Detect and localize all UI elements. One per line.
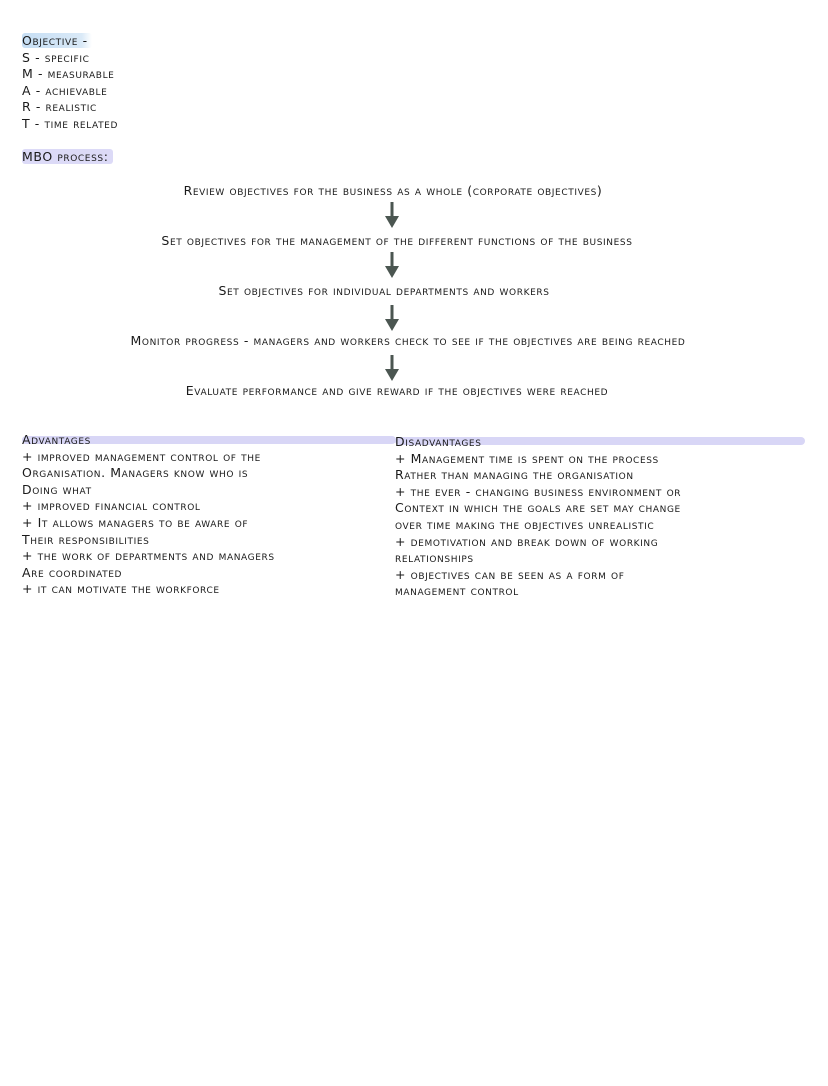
mbo-heading: MBO process: [22,149,113,164]
disadvantage-line: + Management time is spent on the process [395,450,659,466]
smart-section [22,33,118,133]
disadvantage-line: + demotivation and break down of working [395,533,659,549]
disadvantages-heading: Disadvantages [395,434,482,449]
advantage-line: Organisation. Managers know who is [22,465,249,481]
advantage-line: + it can motivate the workforce [22,581,220,597]
advantage-line: + the work of departments and managers [22,548,275,564]
mbo-step: Monitor progress - managers and workers check to see if the objectives are being reached [130,333,686,348]
advantages-section [22,432,275,598]
smart-item: R - realistic [22,99,97,115]
disadvantage-line: over time making the objectives unrealistic [395,516,655,532]
mbo-step: Evaluate performance and give reward if the objectives were reached [185,383,609,398]
smart-heading: Objective - [22,33,92,48]
disadvantage-line: relationships [395,550,474,566]
disadvantage-line: Context in which the goals are set may change [395,500,681,516]
down-arrow-icon [385,202,399,228]
advantage-line: Their responsibilities [22,531,150,547]
advantages-heading: Advantages [22,432,91,447]
disadvantage-line: + the ever - changing business environment or [395,483,682,499]
mbo-step: Set objectives for the management of the different functions of the business [161,233,633,248]
disadvantage-line: Rather than managing the organisation [395,467,634,483]
down-arrow-icon [385,305,399,331]
smart-item: M - measurable [22,66,115,82]
mbo-step: Review objectives for the business as a whole (corporate objectives) [183,183,603,198]
smart-item: S - specific [22,49,90,65]
down-arrow-icon [385,355,399,381]
mbo-step: Set objectives for individual departments and workers [218,283,550,298]
advantage-line: Doing what [22,481,92,497]
disadvantage-line: management control [395,583,519,599]
disadvantage-line: + objectives can be seen as a form of [395,566,625,582]
advantage-line: + It allows managers to be aware of [22,514,249,530]
down-arrow-icon [385,252,399,278]
advantage-line: Are coordinated [22,564,123,580]
advantage-line: + improved management control of the [22,448,261,464]
smart-item: T - time related [22,115,119,131]
advantage-line: + improved financial control [22,498,201,514]
smart-item: A - achievable [22,82,108,98]
disadvantages-section [395,434,681,600]
